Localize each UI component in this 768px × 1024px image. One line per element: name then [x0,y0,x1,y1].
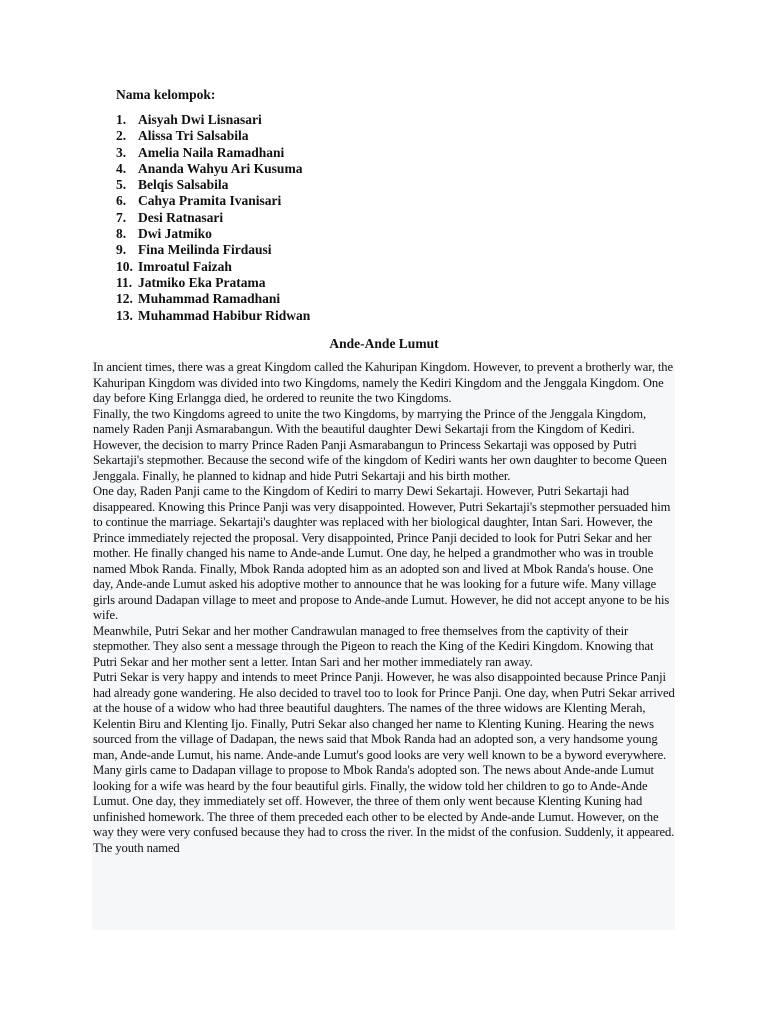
story-title: Ande-Ande Lumut [329,336,439,351]
list-item [116,177,310,193]
member-name: Muhammad Habibur Ridwan [138,307,311,323]
member-name: Dwi Jatmiko [138,226,212,242]
story-paragraph: Finally, the two Kingdoms agreed to unite the two Kingdoms, by marrying the Prince of the Jenggala Kingdom, namely Raden Panji Asmarabangun. With the beautiful daughter Dewi Sekartaji from the Kingdom of Kediri. However, the decision to marry Prince Raden Panji Asmarabangun to Princess Sekartaji was opposed by Putri Sekartaji's stepmother. Because the second wife of the kingdom of Kediri wants her own daughter to become Queen Jenggala. Finally, he planned to kidnap and hide Putri Sekartaji and his birth mother. [93,406,667,483]
list-item [116,128,310,144]
list-item [116,259,310,275]
story-body [92,360,675,930]
item-number: 7. [116,209,127,225]
list-item [116,291,310,307]
item-number: 6. [116,193,127,209]
member-name: Aisyah Dwi Lisnasari [138,112,262,127]
story-paragraph: In ancient times, there was a great Kingdom called the Kahuripan Kingdom. However, to prevent a brotherly war, the Kahuripan Kingdom was divided into two Kingdoms, namely the Kediri Kingdom and the Jenggala Kingdom. One day before King Erlangga died, he ordered to reunite the two Kingdoms. [93,360,673,405]
list-item [116,112,310,128]
list-item [116,161,310,177]
item-number: 4. [116,160,127,176]
member-name: Amelia Naila Ramadhani [138,144,285,160]
member-list [116,112,310,324]
list-item [116,275,310,291]
member-name: Jatmiko Eka Pratama [138,274,266,290]
member-name: Imroatul Faizah [138,258,232,274]
item-number: 12. [116,291,133,307]
member-name: Desi Ratnasari [138,209,224,225]
item-number: 9. [116,242,127,258]
story-paragraph: Meanwhile, Putri Sekar and her mother Candrawulan managed to free themselves from the captivity of their stepmother. They also sent a message through the Pigeon to reach the King of the Kediri Kingdom. Knowing that Putri Sekar and her mother sent a letter. Intan Sari and her mother immediately ran away. [93,623,654,669]
list-item [116,242,310,258]
list-item [116,193,310,209]
item-number: 1. [116,112,127,127]
list-item [116,210,310,226]
member-name: Fina Meilinda Firdausi [138,242,272,258]
member-name: Ananda Wahyu Ari Kusuma [138,160,303,176]
member-name: Alissa Tri Salsabila [138,128,249,144]
group-heading: Nama kelompok: [116,87,216,102]
member-name: Belqis Salsabila [138,177,229,193]
item-number: 13. [116,307,133,323]
list-item [116,308,310,324]
item-number: 8. [116,226,127,242]
story-paragraph: One day, Raden Panji came to the Kingdom of Kediri to marry Dewi Sekartaji. However, Putri Sekartaji had disappeared. Knowing this Prince Panji was very disappointed. However, Putri Sekartaji's stepmother persuaded him to continue the marriage. Sekartaji's daughter was replaced with her biological daughter, Intan Sari. However, the Prince immediately rejected the proposal. Very disappointed, Prince Panji decided to look for Putri Sekar and her mother. He finally changed his name to Ande-ande Lumut. One day, he helped a grandmother who was in trouble named Mbok Randa. Finally, Mbok Randa adopted him as an adopted son and lived at Mbok Randa's house. One day, Ande-ande Lumut asked his adoptive mother to announce that he was looking for a future wife. Many village girls around Dadapan village to meet and propose to Ande-ande Lumut. However, he did not accept anyone to be his wife. [93,484,671,622]
item-number: 10. [116,258,133,274]
list-item [116,145,310,161]
list-item [116,226,310,242]
member-name: Cahya Pramita Ivanisari [138,193,282,209]
item-number: 3. [116,144,127,160]
story-paragraph: Putri Sekar is very happy and intends to meet Prince Panji. However, he was also disappointed because Prince Panji had already gone wandering. He also decided to travel too to look for Prince Panji. One day, when Putri Sekar arrived at the house of a widow who had three beautiful daughters. The names of the three widows are Klenting Merah, Kelentin Biru and Klenting Ijo. Finally, Putri Sekar also changed her name to Klenting Kuning. Hearing the news sourced from the village of Dadapan, the news said that Mbok Randa had an adopted son, a very handsome young man, Ande-ande Lumut, his name. Ande-ande Lumut's good looks are very well known to be a byword everywhere. Many girls came to Dadapan village to propose to Mbok Randa's adopted son. The news about Ande-ande Lumut looking for a wife was heard by the four beautiful girls. Finally, the widow told her children to go to Ande-Ande Lumut. One day, they immediately set off. However, the three of them only went because Klenting Kuning had unfinished homework. The three of them preceded each other to be elected by Ande-ande Lumut. However, on the way they were very confused because they had to cross the river. In the midst of the confusion. Suddenly, it appeared. The youth named [93,670,675,855]
item-number: 5. [116,177,127,193]
item-number: 11. [116,274,133,290]
member-name: Muhammad Ramadhani [138,291,281,307]
item-number: 2. [116,128,127,144]
